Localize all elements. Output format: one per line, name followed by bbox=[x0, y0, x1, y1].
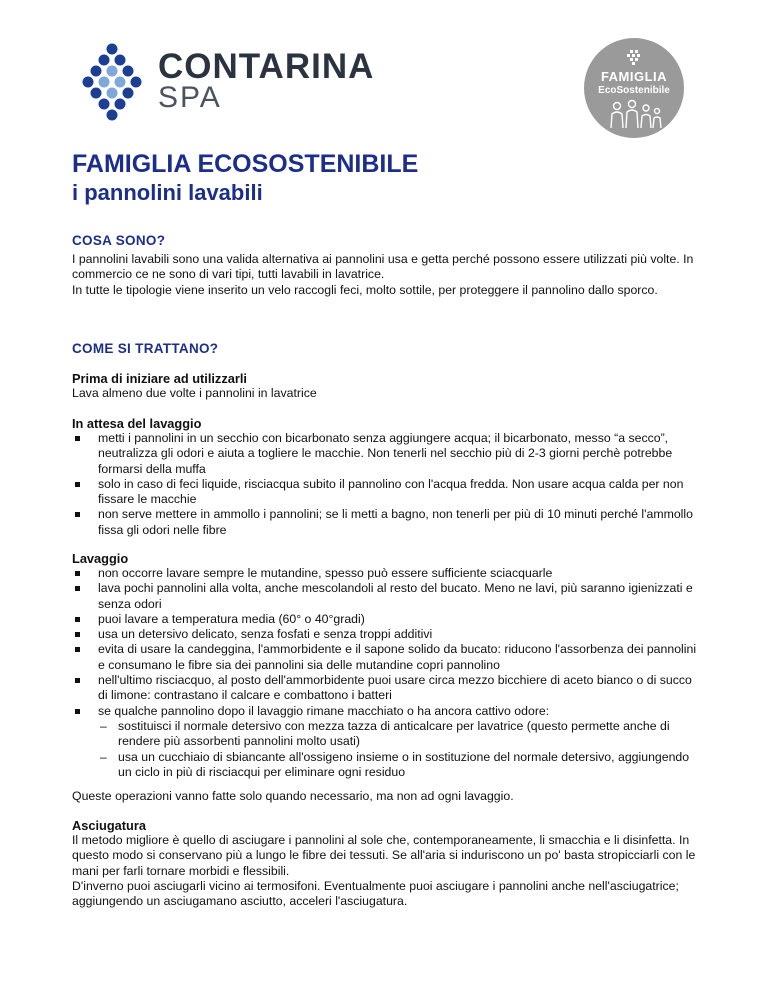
cosa-sono-paragraph: In tutte le tipologie viene inserito un velo raccogli feci, molto sottile, per proteggere il pannolino dallo sporco. bbox=[72, 282, 658, 297]
logo-dot bbox=[115, 99, 126, 110]
logo-dot bbox=[107, 88, 118, 99]
subheading-attesa: In attesa del lavaggio bbox=[72, 416, 202, 431]
list-item: evita di usare la candeggina, l'ammorbidente e il sapone solido da bucato: riducono l'assorbenza dei pannolini e consumano le fibre sia dei pannolini sia delle mutandine copri pannolino bbox=[72, 642, 702, 673]
asciugatura-paragraph: Il metodo migliore è quello di asciugare i pannolini al sole che, contemporaneamente, li smacchia e li disinfetta. In questo modo si conservano più a lungo le fibre dei tessuti. Se all'aria si induriscono un po' basta stropicciarli con le mani per farli tornare morbidi e flessibili. bbox=[72, 833, 696, 878]
logo-dot bbox=[83, 77, 94, 88]
list-item bbox=[72, 704, 702, 780]
logo-dot bbox=[115, 55, 126, 66]
logo-dot bbox=[99, 99, 110, 110]
logo-dot bbox=[107, 110, 118, 121]
logo-dot bbox=[115, 77, 126, 88]
subheading-prima: Prima di iniziare ad utilizzarli bbox=[72, 371, 247, 386]
subheading-lavaggio: Lavaggio bbox=[72, 551, 129, 566]
logo-dot bbox=[123, 66, 134, 77]
logo-dot bbox=[123, 88, 134, 99]
list-item: lava pochi pannolini alla volta, anche mescolandoli al resto del bucato. Meno ne lavi, più saranno igienizzati e senza odori bbox=[72, 581, 702, 612]
asciugatura-text bbox=[72, 833, 698, 909]
famiglia-ecosostenibile-badge bbox=[584, 38, 684, 138]
logo-dot bbox=[91, 66, 102, 77]
section-heading-come-si-trattano: COME SI TRATTANO? bbox=[72, 341, 219, 356]
logo-name: CONTARINA bbox=[158, 47, 375, 86]
logo-dot bbox=[131, 77, 142, 88]
list-item: usa un detersivo delicato, senza fosfati e senza troppi additivi bbox=[72, 627, 702, 642]
contarina-logo bbox=[72, 42, 375, 122]
attesa-list bbox=[72, 431, 702, 538]
badge-title: FAMIGLIA bbox=[600, 69, 668, 84]
cosa-sono-paragraph: I pannolini lavabili sono una valida alternativa ai pannolini usa e getta perché possono essere utilizzati più volte. In commercio ce ne sono di vari tipi, tutti lavabili in lavatrice. bbox=[72, 252, 694, 282]
badge-subtitle: EcoSostenibile bbox=[598, 85, 670, 96]
list-item: metti i pannolini in un secchio con bicarbonato senza aggiungere acqua; il bicarbonato, messo “a secco”, neutralizza gli odori e aiuta a togliere le macchie. Non tenerli nel secchio più di 2-3 giorni perchè potrebbe formarsi della muffa bbox=[72, 431, 702, 477]
sublist-item: – usa un cucchiaio di sbiancante all'ossigeno insieme o in sostituzione del normale detersivo, aggiungendo un ciclo in più di risciacqui per eliminare ogni residuo bbox=[98, 750, 702, 781]
page-subtitle: i pannolini lavabili bbox=[72, 180, 263, 205]
list-item: puoi lavare a temperatura media (60° o 40°gradi) bbox=[72, 612, 702, 627]
list-item-text: se qualche pannolino dopo il lavaggio rimane macchiato o ha ancora cattivo odore: bbox=[98, 703, 550, 718]
page-title: FAMIGLIA ECOSOSTENIBILE bbox=[72, 150, 419, 178]
lavaggio-list bbox=[72, 566, 702, 780]
logo-dot bbox=[91, 88, 102, 99]
logo-dot bbox=[99, 77, 110, 88]
prima-text: Lava almeno due volte i pannolini in lavatrice bbox=[72, 386, 317, 400]
list-item: non occorre lavare sempre le mutandine, spesso può essere sufficiente sciacquarle bbox=[72, 566, 702, 581]
logo-dot bbox=[107, 66, 118, 77]
asciugatura-paragraph: D'inverno puoi asciugarli vicino ai termosifoni. Eventualmente puoi asciugare i pannolini anche nell'asciugatrice; aggiungendo un asciugamano asciutto, acceleri l'asciugatura. bbox=[72, 878, 679, 909]
list-item: solo in caso di feci liquide, risciacqua subito il pannolino con l'acqua fredda. Non usare acqua calda per non fissare le macchie bbox=[72, 477, 702, 508]
lavaggio-sublist bbox=[98, 719, 702, 780]
section-heading-cosa-sono: COSA SONO? bbox=[72, 233, 166, 248]
subheading-asciugatura: Asciugatura bbox=[72, 818, 146, 833]
logo-dots-icon bbox=[72, 42, 152, 122]
list-item: nell'ultimo risciacquo, al posto dell'ammorbidente puoi usare circa mezzo bicchiere di aceto bianco o di succo di limone: contrastano il calcare e combattono i batteri bbox=[72, 673, 702, 704]
sublist-item: – sostituisci il normale detersivo con mezza tazza di anticalcare per lavatrice (questo permette anche di rendere più assorbenti pannolini molto usati) bbox=[98, 719, 702, 750]
lavaggio-note: Queste operazioni vanno fatte solo quando necessario, ma non ad ogni lavaggio. bbox=[72, 789, 514, 803]
list-item: non serve mettere in ammollo i pannolini; se li metti a bagno, non tenerli per più di 10 minuti perché l'ammollo fissa gli odori nelle fibre bbox=[72, 507, 702, 538]
logo-dot bbox=[107, 44, 118, 55]
cosa-sono-text bbox=[72, 252, 698, 298]
logo-dot bbox=[99, 55, 110, 66]
logo-suffix: SPA bbox=[158, 81, 222, 114]
